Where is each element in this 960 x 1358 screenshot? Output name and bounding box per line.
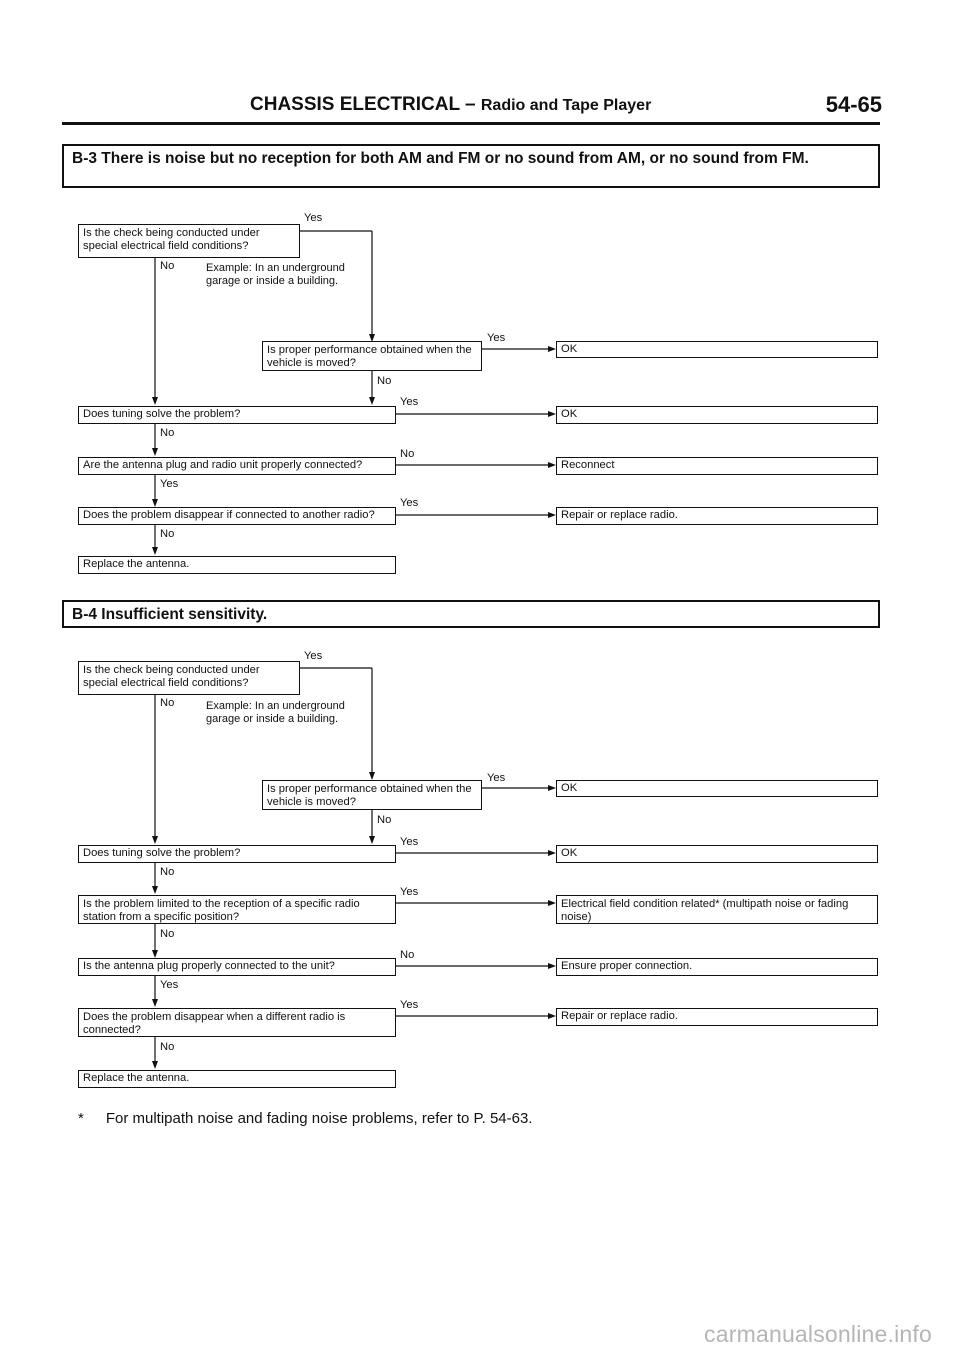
b3-q1-no-label: No [160,260,175,272]
b3-result-reconnect: Reconnect [556,457,878,475]
b4-q5-yes-label: Yes [160,979,179,991]
b4-q5-no-label: No [400,949,415,961]
b3-q5-no-label: No [160,528,175,540]
footnote [78,1110,554,1127]
b4-q1-yes-label: Yes [304,650,323,662]
b3-q1-yes-label: Yes [304,212,323,224]
page-number: 54-65 [825,92,882,117]
b3-result-replace-antenna: Replace the antenna. [78,556,396,574]
b4-result-repair-radio: Repair or replace radio. [556,1008,878,1026]
section-b3-title: B-3 There is noise but no reception for both AM and FM or no sound from AM, or no sound from FM. [62,144,880,188]
b3-q4-yes-label: Yes [160,478,179,490]
b3-result-ok-2: OK [556,406,878,424]
b3-q5-yes-label: Yes [400,497,419,509]
b4-q2-yes-label: Yes [487,772,506,784]
b3-q3-yes-label: Yes [400,396,419,408]
b4-question-specific-station: Is the problem limited to the reception of a specific radio station from a specific position? [78,895,396,924]
b3-result-repair-radio: Repair or replace radio. [556,507,878,525]
b4-q2-no-label: No [377,814,392,826]
watermark: carmanualsonline.info [704,1321,932,1347]
header-dash: – [465,94,476,115]
b4-result-ok-1: OK [556,780,878,797]
b4-question-vehicle-moved: Is proper performance obtained when the vehicle is moved? [262,780,482,810]
b4-question-tuning: Does tuning solve the problem? [78,845,396,863]
section-b4-title: B-4 Insufficient sensitivity. [62,600,880,628]
b4-example-note: Example: In an underground garage or inside a building. [206,700,345,725]
b4-result-ensure-connection: Ensure proper connection. [556,958,878,976]
b4-question-different-radio: Does the problem disappear when a different radio is connected? [78,1008,396,1037]
b4-question-special-field: Is the check being conducted under special electrical field conditions? [78,661,300,695]
b4-result-replace-antenna: Replace the antenna. [78,1070,396,1088]
b4-q4-no-label: No [160,928,175,940]
b4-question-plug-connected: Is the antenna plug properly connected to the unit? [78,958,396,976]
b4-result-ok-2: OK [556,845,878,863]
b4-q1-no-label: No [160,697,175,709]
b3-example-note: Example: In an underground garage or inside a building. [206,262,345,287]
header-subtitle: Radio and Tape Player [480,97,652,114]
footnote-mark: * [78,1110,84,1127]
b3-q4-no-label: No [400,448,415,460]
b4-q3-no-label: No [160,866,175,878]
b3-question-tuning: Does tuning solve the problem? [78,406,396,424]
b4-q3-yes-label: Yes [400,836,419,848]
b4-q4-yes-label: Yes [400,886,419,898]
b4-result-electrical-field: Electrical field condition related* (multipath noise or fading noise) [556,895,878,924]
b4-q6-no-label: No [160,1041,175,1053]
b3-question-another-radio: Does the problem disappear if connected to another radio? [78,507,396,525]
footnote-text: For multipath noise and fading noise problems, refer to P. 54-63. [105,1110,533,1127]
b4-q6-yes-label: Yes [400,999,419,1011]
b3-question-antenna-connected: Are the antenna plug and radio unit properly connected? [78,457,396,475]
b3-q2-no-label: No [377,375,392,387]
b3-question-vehicle-moved: Is proper performance obtained when the vehicle is moved? [262,341,482,371]
b3-q2-yes-label: Yes [487,332,506,344]
b3-question-special-field: Is the check being conducted under special electrical field conditions? [78,224,300,258]
b3-result-ok-1: OK [556,341,878,358]
header-title-text: CHASSIS ELECTRICAL [250,94,460,115]
b3-q3-no-label: No [160,427,175,439]
